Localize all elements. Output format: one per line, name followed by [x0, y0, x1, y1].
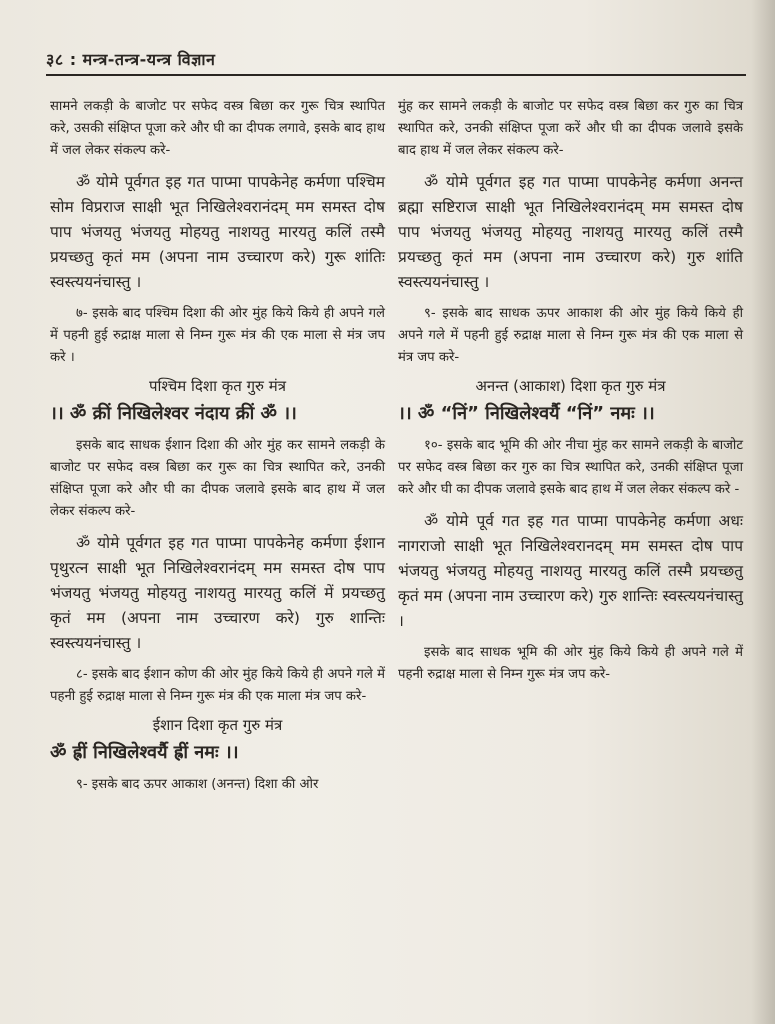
guru-mantra: ।। ॐ “निं” निखिलेश्वर्यै “निं” नमः ।।	[398, 403, 655, 424]
mantra-text: ॐ योमे पूर्वगत इह गत पाप्मा पापकेनेह कर्मणा ईशान पृथुरत्न साक्षी भूत निखिलेश्वरानंदम् मम समस्त दोष पाप भंजयतु भंजयतु मोहयतु नाशयतु मारयतु कलिं में प्रयच्छतु कृतं मम (अपना नाम उच्चारण करे) गुरु शान्तिः स्वस्त्ययनंचास्तु ।	[50, 534, 385, 652]
mantra-text: ॐ योमे पूर्वगत इह गत पाप्मा पापकेनेह कर्मणा पश्चिम सोम विप्रराज साक्षी भूत निखिलेश्वरानंदम् मम समस्त दोष पाप भंजयतु भंजयतु मोहयतु नाशयतु मारयतु कलिं तस्मै प्रयच्छतु कृतं मम (अपना नाम उच्चारण करे) गुरू शांतिः स्वस्त्ययनंचास्तु ।	[50, 173, 385, 291]
paragraph: इसके बाद साधक भूमि की ओर मुंह किये किये ही अपने गले में पहनी रुद्राक्ष माला से निम्न गुरू मंत्र जप करे-	[398, 645, 743, 682]
mantra-text: ॐ योमे पूर्वगत इह गत पाप्मा पापकेनेह कर्मणा अनन्त ब्रह्मा सष्टिराज साक्षी भूत निखिलेश्वरानंदम् मम समस्त दोष पाप भंजयतु भंजयतु मोहयतु नाशयतु मारयतु कलिं तस्मै प्रयच्छतु कृतं मम (अपना नाम उच्चारण करे) गुरु शांति स्वस्त्ययनंचास्तु ।	[398, 173, 743, 291]
paragraph: ७- इसके बाद पश्चिम दिशा की ओर मुंह किये किये ही अपने गले में पहनी हुई रुद्राक्ष माला से निम्न गुरू मंत्र की एक माला से मंत्र जप करे ।	[50, 306, 385, 365]
section-heading: पश्चिम दिशा कृत गुरु मंत्र	[148, 377, 287, 395]
paragraph: ९- इसके बाद ऊपर आकाश (अनन्त) दिशा की ओर	[76, 777, 319, 792]
paragraph: इसके बाद साधक ईशान दिशा की ओर मुंह कर सामने लकड़ी के बाजोट पर सफेद वस्त्र बिछा कर गुरू का चित्र स्थापित करे, उनकी संक्षिप्त पूजा करे और घी का दीपक जलावे इसके बाद हाथ में जल लेकर संकल्प करे-	[50, 438, 385, 519]
paragraph: मुंह कर सामने लकड़ी के बाजोट पर सफेद वस्त्र बिछा कर गुरु का चित्र स्थापित करे, उनकी संक्षिप्त पूजा करें और घी का दीपक जलावे इसके बाद हाथ में जल लेकर संकल्प करे-	[398, 99, 743, 158]
right-column	[398, 96, 743, 692]
header-rule	[46, 74, 746, 76]
paragraph: ९- इसके बाद साधक ऊपर आकाश की ओर मुंह किये किये ही अपने गले में पहनी हुई रुद्राक्ष माला से निम्न गुरू मंत्र की एक माला से मंत्र जप करे-	[398, 306, 743, 365]
mantra-text: ॐ योमे पूर्व गत इह गत पाप्मा पापकेनेह कर्मणा अधः नागराजो साक्षी भूत निखिलेश्वरानदम् मम समस्त दोष पाप भंजयतु भंजयतु मोहयतु नाशयतु मारयतु कलिं तस्मै प्रयच्छतु कृतं मम (अपना नाम उच्चारण करे) गुरु शान्तिः स्वस्त्ययनंचास्तु ।	[398, 512, 743, 630]
section-heading: ईशान दिशा कृत गुरु मंत्र	[152, 716, 283, 734]
page-header	[46, 48, 746, 78]
section-heading: अनन्त (आकाश) दिशा कृत गुरु मंत्र	[475, 377, 666, 395]
guru-mantra: ॐ ह्रीं निखिलेश्वर्यै ह्रीं नमः ।।	[50, 742, 239, 763]
page-edge-shadow	[751, 0, 775, 1024]
paragraph: १०- इसके बाद भूमि की ओर नीचा मुंह कर सामने लकड़ी के बाजोट पर सफेद वस्त्र बिछा कर गुरु का चित्र स्थापित करे, उनकी संक्षिप्त पूजा करे और घी का दीपक जलावे इसके बाद हाथ में जल लेकर संकल्प करे -	[398, 438, 743, 497]
left-column	[50, 96, 385, 802]
paragraph: ८- इसके बाद ईशान कोण की ओर मुंह किये किये ही अपने गले में पहनी हुई रुद्राक्ष माला से निम्न गुरू मंत्र की एक माला मंत्र जप करे-	[50, 667, 385, 704]
page-title: ३८ : मन्त्र-तन्त्र-यन्त्र विज्ञान	[46, 50, 216, 69]
paragraph: सामने लकड़ी के बाजोट पर सफेद वस्त्र बिछा कर गुरू चित्र स्थापित करे, उसकी संक्षिप्त पूजा करे और घी का दीपक लगावे, इसके बाद हाथ में जल लेकर संकल्प करे-	[50, 99, 385, 158]
guru-mantra: ।। ॐ क्रीं निखिलेश्वर नंदाय क्रीं ॐ ।।	[50, 403, 297, 424]
